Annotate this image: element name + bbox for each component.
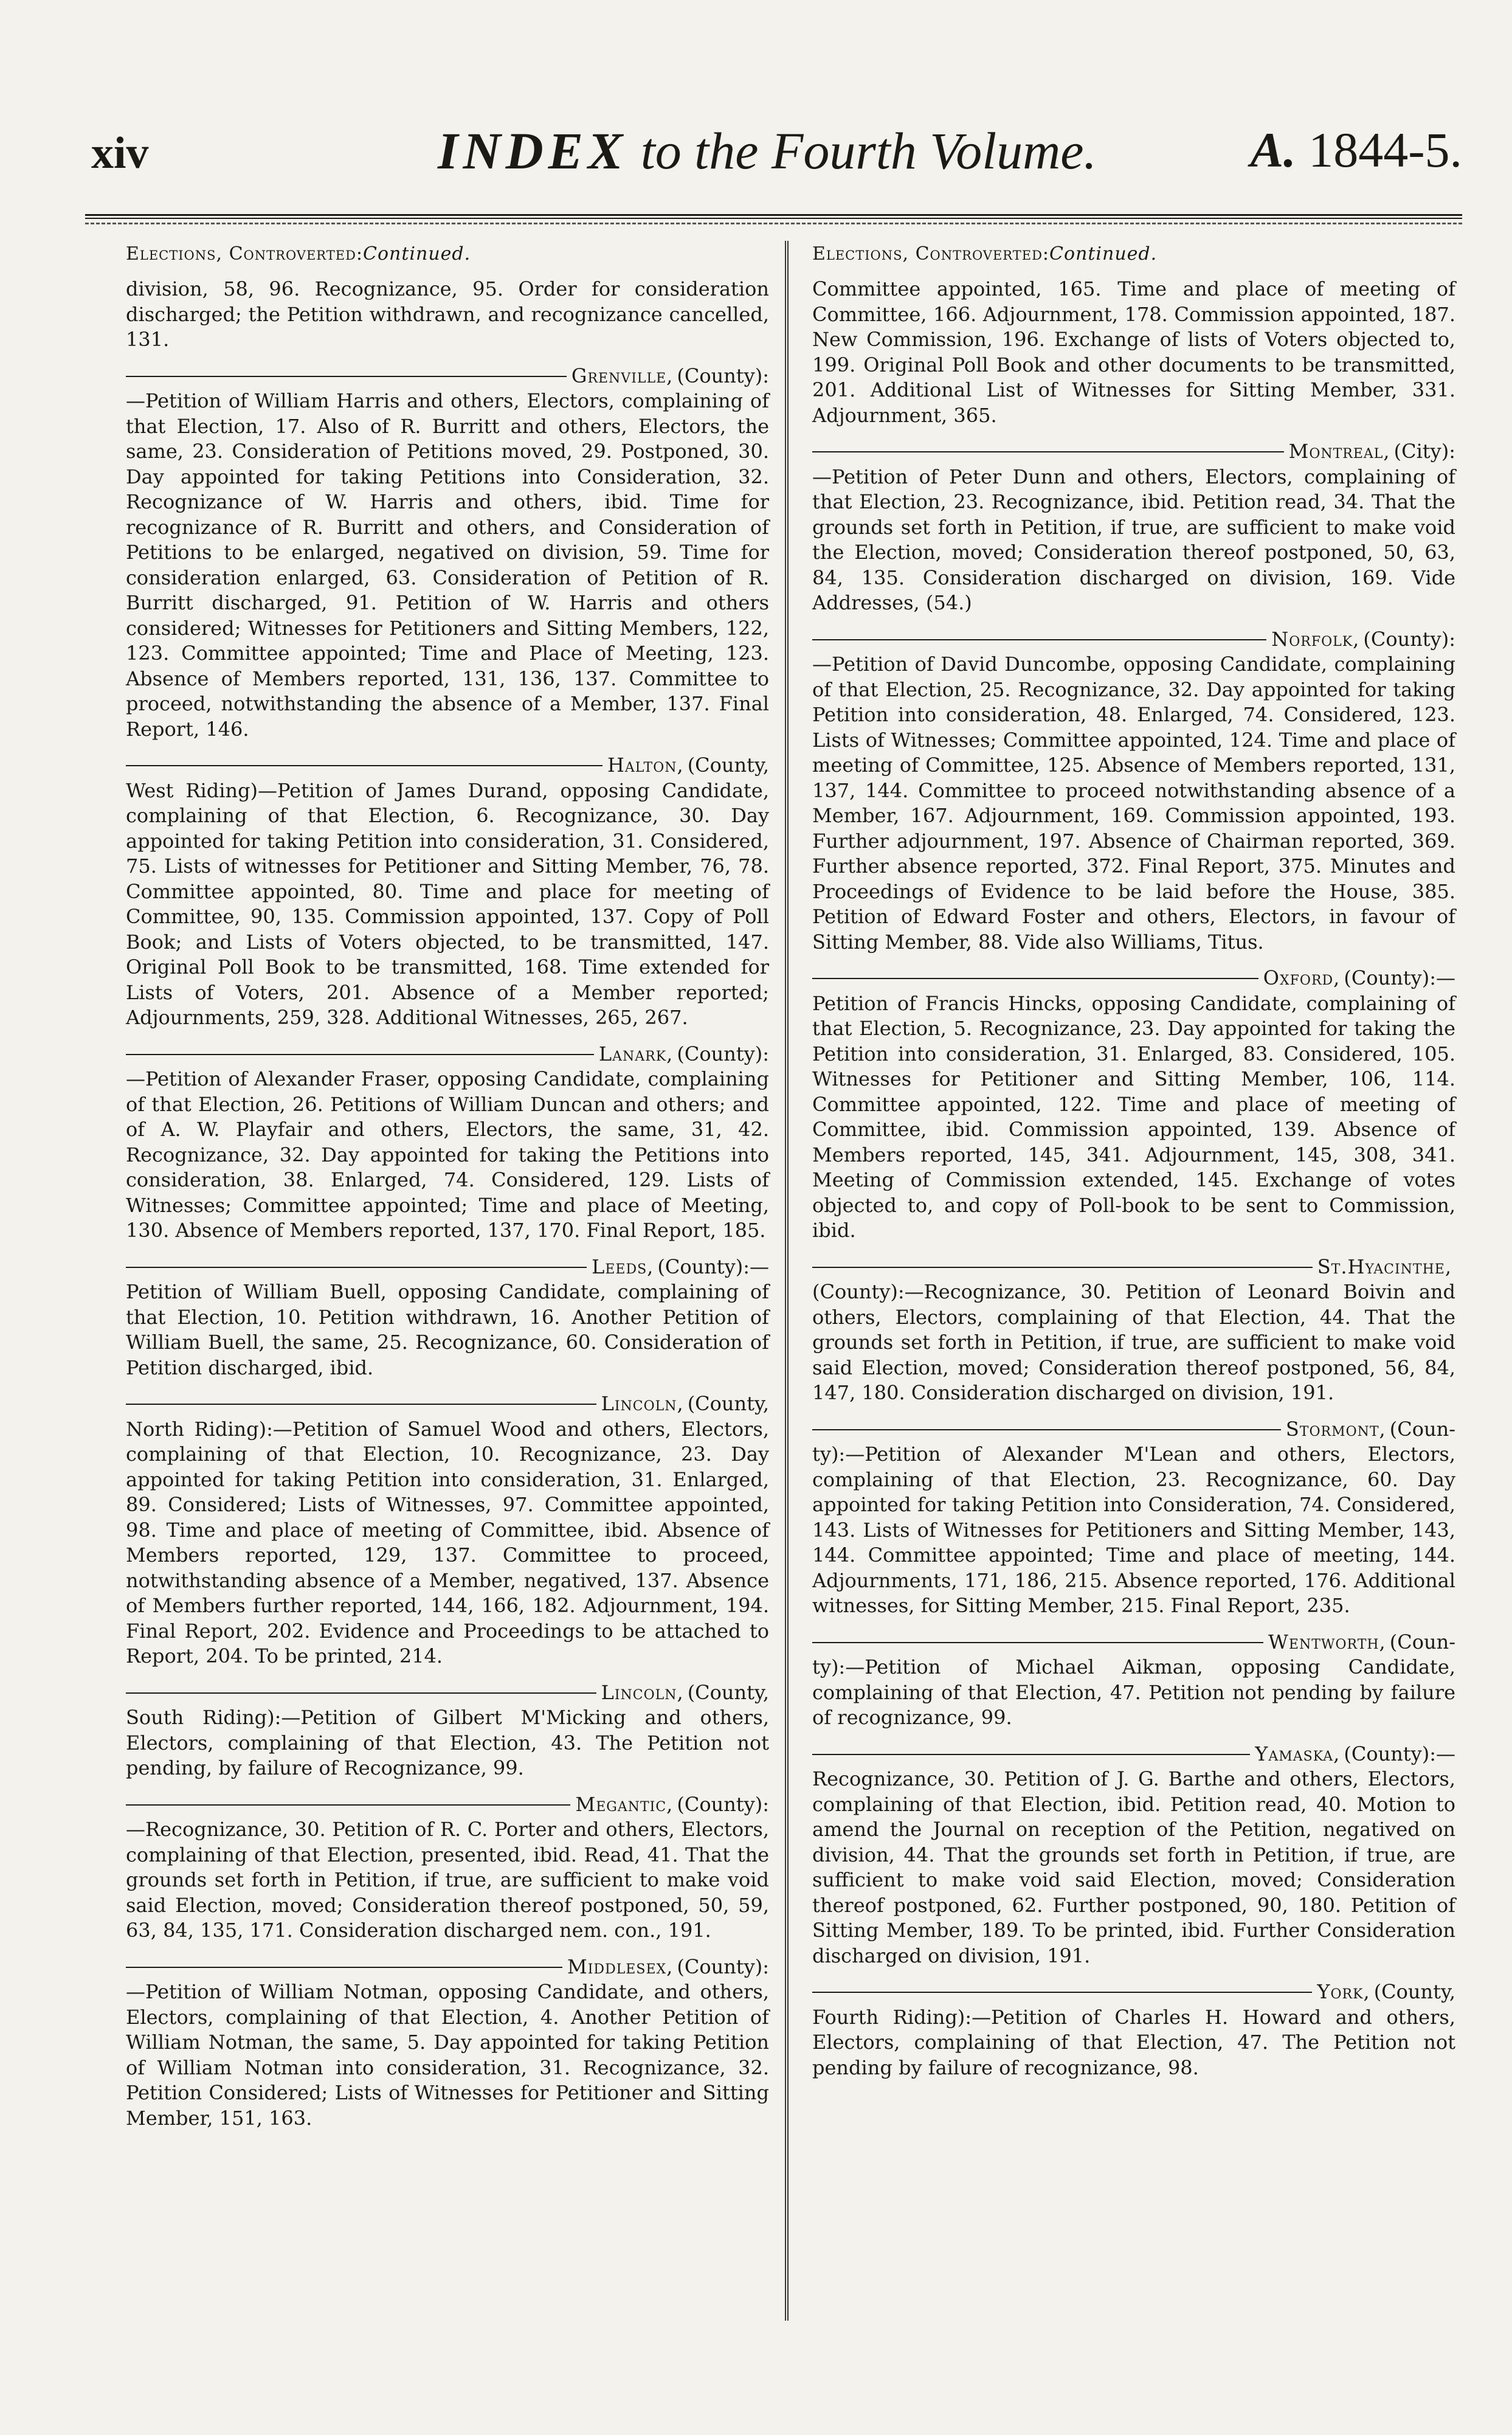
entry-text: —Petition of William Harris and others, Electors, complaining of that Election, 17. Also of R. Burritt and others, Electors, the same, 23. Consideration of Petitions moved, 29. Postponed, 30. Day appointed for taking Petitions into Consideration, 32. Recognizance of W. Harris and others, ibid. Time for recognizance of R. Burritt and others, and Consideration of Petitions to be enlarged, negatived on division, 59. Time for consideration enlarged, 63. Consideration of Petition of R. Burritt discharged, 91. Petition of W. Harris and others considered; Witnesses for Petitioners and Sitting Members, 122, 123. Committee appointed; Time and Place of Meeting, 123. Absence of Members reported, 131, 136, 137. Committee to proceed, notwithstanding the absence of a Member, 137. Final Report, 146. — [126, 389, 769, 741]
entry-heading: Megantic, (County): — [126, 1792, 769, 1818]
index-entry — [126, 1042, 769, 1244]
index-entry — [126, 1255, 769, 1381]
entry-heading: York, (County, — [812, 1980, 1455, 2005]
index-entry — [812, 1742, 1455, 1969]
entry-heading: Wentworth, (Coun- — [812, 1630, 1455, 1655]
running-head: Elections, Controverted:Continued. — [126, 243, 471, 265]
index-entry — [126, 1680, 769, 1781]
page-title — [438, 120, 1167, 181]
continued-text: Committee appointed, 165. Time and place of meeting of Committee, 166. Adjournment, 178. Commission appointed, 187. New Commission, 196. Exchange of lists of Voters objected to, 199. Original Poll Book and other documents to be transmitted, 201. Additional List of Witnesses for Sitting Member, 331. Adjournment, 365. — [812, 277, 1455, 427]
entry-heading: Lanark, (County): — [126, 1042, 769, 1067]
entry-heading: Oxford, (County):— — [812, 966, 1455, 991]
entry-text: —Recognizance, 30. Petition of R. C. Porter and others, Electors, complaining of that Election, presented, ibid. Read, 41. That the grounds set forth in Petition, if true, are sufficient to make void said Election, moved; Consideration thereof postponed, 50, 59, 63, 84, 135, 171. Consideration discharged nem. con., 191. — [126, 1818, 769, 1942]
entry-text: —Petition of Alexander Fraser, opposing Candidate, complaining of that Election, 26. Petitions of William Duncan and others; and of A. W. Playfair and others, Electors, the same, 31, 42. Recognizance, 32. Day appointed for taking the Petitions into consideration, 38. Enlarged, 74. Considered, 129. Lists of Witnesses; Committee appointed; Time and place of Meeting, 130. Absence of Members reported, 137, 170. Final Report, 185. — [126, 1067, 769, 1242]
entry-heading: Grenville, (County): — [126, 364, 769, 389]
index-entry — [812, 1980, 1455, 2080]
index-entry — [812, 439, 1455, 616]
entry-text: —Petition of William Notman, opposing Candidate, and others, Electors, complaining of that Election, 4. Another Petition of William Notman, the same, 5. Day appointed for taking Petition of William Notman into consideration, 31. Recognizance, 32. Petition Considered; Lists of Witnesses for Petitioner and Sitting Member, 151, 163. — [126, 1980, 769, 2130]
page-number: xiv — [91, 128, 149, 178]
entry-text: —Petition of Peter Dunn and others, Electors, complaining of that Election, 23. Recognizance, ibid. Petition read, 34. That the grounds set forth in Petition, if true, are sufficient to make void the Election, moved; Consideration thereof postponed, 50, 63, 84, 135. Consideration discharged on division, 169. Vide Addresses, (54.) — [812, 465, 1455, 614]
index-entry — [126, 1792, 769, 1944]
entry-text: Petition of Francis Hincks, opposing Candidate, complaining of that Election, 5. Recognizance, 23. Day appointed for taking the Petition into consideration, 31. Enlarged, 83. Considered, 105. Witnesses for Petitioner and Sitting Member, 106, 114. Committee appointed, 122. Time and place of meeting of Committee, ibid. Commission appointed, 139. Absence of Members reported, 145, 341. Adjournment, 145, 308, 341. Meeting of Commission extended, 145. Exchange of votes objected to, and copy of Poll-book to be sent to Commission, ibid. — [812, 991, 1455, 1242]
session-year — [1250, 122, 1462, 179]
entry-heading: Montreal, (City): — [812, 439, 1455, 465]
entry-text: Recognizance, 30. Petition of J. G. Barthe and others, Electors, complaining of that Election, ibid. Petition read, 40. Motion to amend the Journal on reception of the Petition, negatived on division, 44. That the grounds set forth in Petition, if true, are sufficient to make void said Election, moved; Consideration thereof postponed, 62. Further postponed, 90, 180. Petition of Sitting Member, 189. To be printed, ibid. Further Consideration discharged on division, 191. — [812, 1767, 1455, 1967]
index-entry — [812, 1255, 1455, 1406]
entry-text: South Riding):—Petition of Gilbert M'Micking and others, Electors, complaining of that Election, 43. The Petition not pending, by failure of Recognizance, 99. — [126, 1706, 769, 1779]
entry-heading: Lincoln, (County, — [126, 1680, 769, 1706]
entry-text: ty):—Petition of Michael Aikman, opposing Candidate, complaining of that Election, 47. Petition not pending by failure of recognizance, 99. — [812, 1655, 1455, 1729]
header-double-rule — [85, 214, 1462, 219]
continued-text: division, 58, 96. Recognizance, 95. Order for consideration discharged; the Petition withdrawn, and recognizance cancelled, 131. — [126, 277, 769, 351]
entry-heading: Norfolk, (County): — [812, 627, 1455, 653]
year: 1844-5. — [1308, 122, 1462, 178]
entry-heading: Yamaska, (County):— — [812, 1742, 1455, 1767]
index-entry — [126, 1391, 769, 1669]
index-entry — [812, 1417, 1455, 1619]
entry-text: Fourth Riding):—Petition of Charles H. Howard and others, Electors, complaining of that Election, 47. The Petition not pending by failure of recognizance, 98. — [812, 2005, 1455, 2079]
entry-heading: Stormont, (Coun- — [812, 1417, 1455, 1443]
index-entry — [812, 627, 1455, 955]
index-entry — [812, 966, 1455, 1244]
header-dashed-rule — [85, 223, 1462, 224]
index-entry — [812, 1630, 1455, 1731]
entry-text: West Riding)—Petition of James Durand, opposing Candidate, complaining of that Election, 6. Recognizance, 30. Day appointed for taking Petition into consideration, 31. Considered, 75. Lists of witnesses for Petitioner and Sitting Member, 76, 78. Committee appointed, 80. Time and place for meeting of Committee, 90, 135. Commission appointed, 137. Copy of Poll Book; and Lists of Voters objected, to be transmitted, 147. Original Poll Book to be transmitted, 168. Time extended for Lists of Voters, 201. Absence of a Member reported; Adjournments, 259, 328. Additional Witnesses, 265, 267. — [126, 778, 769, 1029]
entry-text: ty):—Petition of Alexander M'Lean and others, Electors, complaining of that Election, 23. Recognizance, 60. Day appointed for taking Petition into Consideration, 74. Considered, 143. Lists of Witnesses for Petitioners and Sitting Member, 143, 144. Committee appointed; Time and place of meeting, 144. Adjournments, 171, 186, 215. Absence reported, 176. Additional witnesses, for Sitting Member, 215. Final Report, 235. — [812, 1443, 1455, 1617]
entry-text: Petition of William Buell, opposing Candidate, complaining of that Election, 10. Petition withdrawn, 16. Another Petition of William Buell, the same, 25. Recognizance, 60. Consideration of Petition discharged, ibid. — [126, 1280, 769, 1379]
entry-text: North Riding):—Petition of Samuel Wood and others, Electors, complaining of that Election, 10. Recognizance, 23. Day appointed for taking Petition into consideration, 31. Enlarged, 89. Considered; Lists of Witnesses, 97. Committee appointed, 98. Time and place of meeting of Committee, ibid. Absence of Members reported, 129, 137. Committee to proceed, notwithstanding absence of a Member, negatived, 137. Absence of Members further reported, 144, 166, 182. Adjournment, 194. Final Report, 202. Evidence and Proceedings to be attached to Report, 204. To be printed, 214. — [126, 1417, 769, 1668]
entry-heading: Halton, (County, — [126, 753, 769, 778]
right-column — [812, 243, 1455, 2091]
index-entry — [126, 1955, 769, 2132]
title-rest: to the Fourth Volume. — [640, 122, 1097, 180]
entry-text: (County):—Recognizance, 30. Petition of Leonard Boivin and others, Electors, complaining of that Election, 44. That the grounds set forth in Petition, if true, are sufficient to make void said Election, moved; Consideration thereof postponed, 56, 84, 147, 180. Consideration discharged on division, 191. — [812, 1280, 1455, 1404]
entry-heading: St.Hyacinthe, — [812, 1255, 1455, 1280]
running-head: Elections, Controverted:Continued. — [812, 243, 1158, 265]
entry-heading: Middlesex, (County): — [126, 1955, 769, 1980]
appendix-letter: A. — [1250, 122, 1296, 178]
column-divider — [785, 241, 789, 2321]
left-column — [126, 243, 769, 2142]
entry-heading: Lincoln, (County, — [126, 1391, 769, 1417]
index-entry — [126, 364, 769, 743]
entry-text: —Petition of David Duncombe, opposing Candidate, complaining of that Election, 25. Recognizance, 32. Day appointed for taking Petition into consideration, 48. Enlarged, 74. Considered, 123. Lists of Witnesses; Committee appointed, 124. Time and place of meeting of Committee, 125. Absence of Members reported, 131, 137, 144. Committee to proceed notwithstanding absence of a Member, 167. Adjournment, 169. Commission appointed, 193. Further adjournment, 197. Absence of Chairman reported, 369. Further absence reported, 372. Final Report, 375. Minutes and Proceedings of Evidence to be laid before the House, 385. Petition of Edward Foster and others, Electors, in favour of Sitting Member, 88. Vide also Williams, Titus. — [812, 653, 1455, 954]
entry-heading: Leeds, (County):— — [126, 1255, 769, 1280]
index-entry — [126, 753, 769, 1031]
title-index-word: INDEX — [438, 122, 628, 180]
